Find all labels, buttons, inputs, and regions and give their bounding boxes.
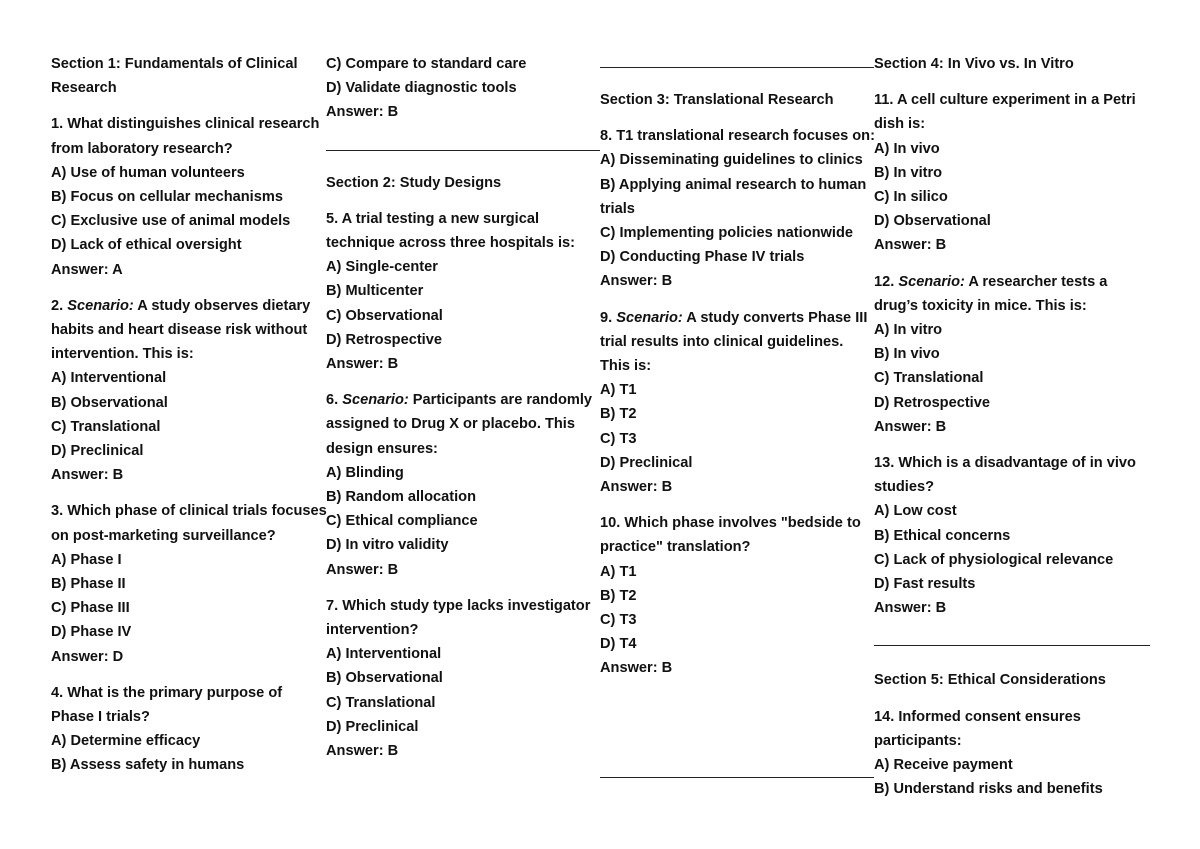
question-10 — [600, 511, 876, 680]
question-12-answer: Answer: B — [874, 418, 947, 435]
question-7-option-a: A) Interventional — [326, 646, 442, 663]
question-6-option-d: D) In vitro validity — [326, 537, 449, 554]
question-13-option-b: B) Ethical concerns — [874, 527, 1011, 544]
question-7-option-d: D) Preclinical — [326, 718, 419, 735]
question-1-option-b: B) Focus on cellular mechanisms — [51, 189, 283, 206]
question-13-option-d: D) Fast results — [874, 576, 976, 593]
question-4-option-d: D) Validate diagnostic tools — [326, 80, 517, 97]
question-5 — [326, 207, 602, 376]
question-1-option-d: D) Lack of ethical oversight — [51, 237, 242, 254]
question-3-option-d: D) Phase IV — [51, 624, 132, 641]
question-4-option-c: C) Compare to standard care — [326, 56, 527, 72]
question-4-continued — [326, 52, 602, 125]
question-11-option-c: C) In silico — [874, 189, 948, 206]
section-1 — [51, 52, 327, 100]
question-8-answer: Answer: B — [600, 273, 673, 290]
question-8-option-a: A) Disseminating guidelines to clinics — [600, 152, 863, 169]
question-10-option-c: C) T3 — [600, 612, 637, 629]
question-9-answer: Answer: B — [600, 479, 673, 496]
question-11-option-d: D) Observational — [874, 213, 991, 230]
column-2 — [326, 52, 602, 763]
section-3 — [600, 88, 876, 112]
question-14-option-b: B) Understand risks and benefits — [874, 781, 1103, 798]
question-13-option-a: A) Low cost — [874, 503, 957, 520]
question-4-option-a: A) Determine efficacy — [51, 733, 201, 750]
question-10-option-a: A) T1 — [600, 563, 637, 580]
question-7 — [326, 594, 602, 763]
question-9-option-a: A) T1 — [600, 382, 637, 399]
column-1 — [51, 52, 327, 778]
section-2-title: Section 2: Study Designs — [326, 174, 502, 191]
question-6-answer: Answer: B — [326, 561, 399, 578]
question-12-text: 12. Scenario: A researcher tests a drug’s toxicity in mice. This is: — [874, 273, 1108, 314]
section-4 — [874, 52, 1150, 76]
question-2 — [51, 294, 327, 488]
column-4 — [874, 52, 1150, 801]
question-5-option-b: B) Multicenter — [326, 283, 424, 300]
question-6-option-b: B) Random allocation — [326, 489, 476, 506]
question-7-answer: Answer: B — [326, 743, 399, 760]
question-10-answer: Answer: B — [600, 660, 673, 677]
section-5-title: Section 5: Ethical Considerations — [874, 672, 1106, 689]
question-1-option-c: C) Exclusive use of animal models — [51, 213, 291, 230]
question-4-text: 4. What is the primary purpose of Phase I trials? — [51, 684, 283, 726]
question-3-answer: Answer: D — [51, 648, 124, 665]
question-12-option-c: C) Translational — [874, 370, 984, 387]
question-3-option-b: B) Phase II — [51, 576, 126, 593]
question-3-text: 3. Which phase of clinical trials focuses on post-marketing surveillance? — [51, 503, 327, 544]
question-8-text: 8. T1 translational research focuses on: — [600, 128, 875, 145]
question-9-text: 9. Scenario: A study converts Phase III trial results into clinical guidelines. This is: — [600, 309, 868, 375]
question-11-option-a: A) In vivo — [874, 140, 940, 157]
question-5-text: 5. A trial testing a new surgical technique across three hospitals is: — [326, 210, 575, 252]
question-1 — [51, 112, 327, 281]
question-14-option-a: A) Receive payment — [874, 757, 1013, 774]
question-13-answer: Answer: B — [874, 600, 947, 617]
question-12-option-b: B) In vivo — [874, 346, 940, 363]
question-10-text: 10. Which phase involves "bedside to practice" translation? — [600, 515, 861, 556]
question-1-answer: Answer: A — [51, 261, 123, 278]
question-14 — [874, 705, 1150, 802]
question-8-option-b: B) Applying animal research to human trials — [600, 176, 867, 217]
question-14-text: 14. Informed consent ensures participants: — [874, 708, 1081, 749]
question-1-option-a: A) Use of human volunteers — [51, 164, 245, 181]
question-6 — [326, 388, 602, 582]
question-11-text: 11. A cell culture experiment in a Petri dish is: — [874, 92, 1136, 133]
question-4-option-b: B) Assess safety in humans — [51, 757, 245, 774]
section-5 — [874, 668, 1150, 692]
question-2-text: 2. Scenario: A study observes dietary habits and heart disease risk without intervention. This is: — [51, 297, 311, 363]
question-3 — [51, 499, 327, 668]
question-7-option-b: B) Observational — [326, 670, 443, 687]
question-2-option-a: A) Interventional — [51, 370, 167, 387]
question-9-option-d: D) Preclinical — [600, 454, 693, 471]
question-5-option-d: D) Retrospective — [326, 331, 442, 348]
question-11-answer: Answer: B — [874, 237, 947, 254]
question-8-option-c: C) Implementing policies nationwide — [600, 225, 853, 242]
question-12-option-a: A) In vitro — [874, 322, 943, 339]
question-13 — [874, 451, 1150, 620]
section-2 — [326, 171, 602, 195]
question-5-option-c: C) Observational — [326, 307, 443, 324]
question-9-option-c: C) T3 — [600, 430, 637, 447]
divider-column-3-top — [600, 67, 874, 68]
question-5-answer: Answer: B — [326, 356, 399, 373]
section-3-title: Section 3: Translational Research — [600, 92, 834, 108]
question-3-option-c: C) Phase III — [51, 600, 130, 617]
question-8-option-d: D) Conducting Phase IV trials — [600, 249, 805, 266]
question-1-text: 1. What distinguishes clinical research from laboratory research? — [51, 116, 320, 157]
question-12-option-d: D) Retrospective — [874, 394, 990, 411]
question-8 — [600, 124, 876, 293]
question-12 — [874, 270, 1150, 439]
question-10-option-d: D) T4 — [600, 636, 637, 653]
question-2-option-c: C) Translational — [51, 418, 161, 435]
question-6-option-a: A) Blinding — [326, 464, 404, 481]
question-10-option-b: B) T2 — [600, 587, 637, 604]
question-4-answer: Answer: B — [326, 104, 399, 121]
divider-section-1-2 — [326, 150, 600, 151]
divider-section-4-5 — [874, 645, 1150, 646]
question-2-option-b: B) Observational — [51, 394, 168, 411]
question-7-text: 7. Which study type lacks investigator intervention? — [326, 597, 591, 639]
question-2-answer: Answer: B — [51, 467, 124, 484]
question-13-text: 13. Which is a disadvantage of in vivo studies? — [874, 455, 1136, 496]
question-2-option-d: D) Preclinical — [51, 443, 144, 460]
column-3 — [600, 88, 876, 681]
question-3-option-a: A) Phase I — [51, 551, 122, 568]
question-11-option-b: B) In vitro — [874, 164, 943, 181]
question-6-option-c: C) Ethical compliance — [326, 513, 478, 530]
question-7-option-c: C) Translational — [326, 694, 436, 711]
section-1-title: Section 1: Fundamentals of Clinical Research — [51, 56, 298, 97]
question-9-option-b: B) T2 — [600, 406, 637, 423]
question-11 — [874, 88, 1150, 257]
question-4 — [51, 681, 327, 778]
question-9 — [600, 306, 876, 500]
divider-column-3-bottom — [600, 777, 874, 778]
section-4-title: Section 4: In Vivo vs. In Vitro — [874, 56, 1074, 72]
question-13-option-c: C) Lack of physiological relevance — [874, 551, 1114, 568]
question-6-text: 6. Scenario: Participants are randomly assigned to Drug X or placebo. This design ensures: — [326, 392, 593, 457]
question-5-option-a: A) Single-center — [326, 259, 438, 276]
